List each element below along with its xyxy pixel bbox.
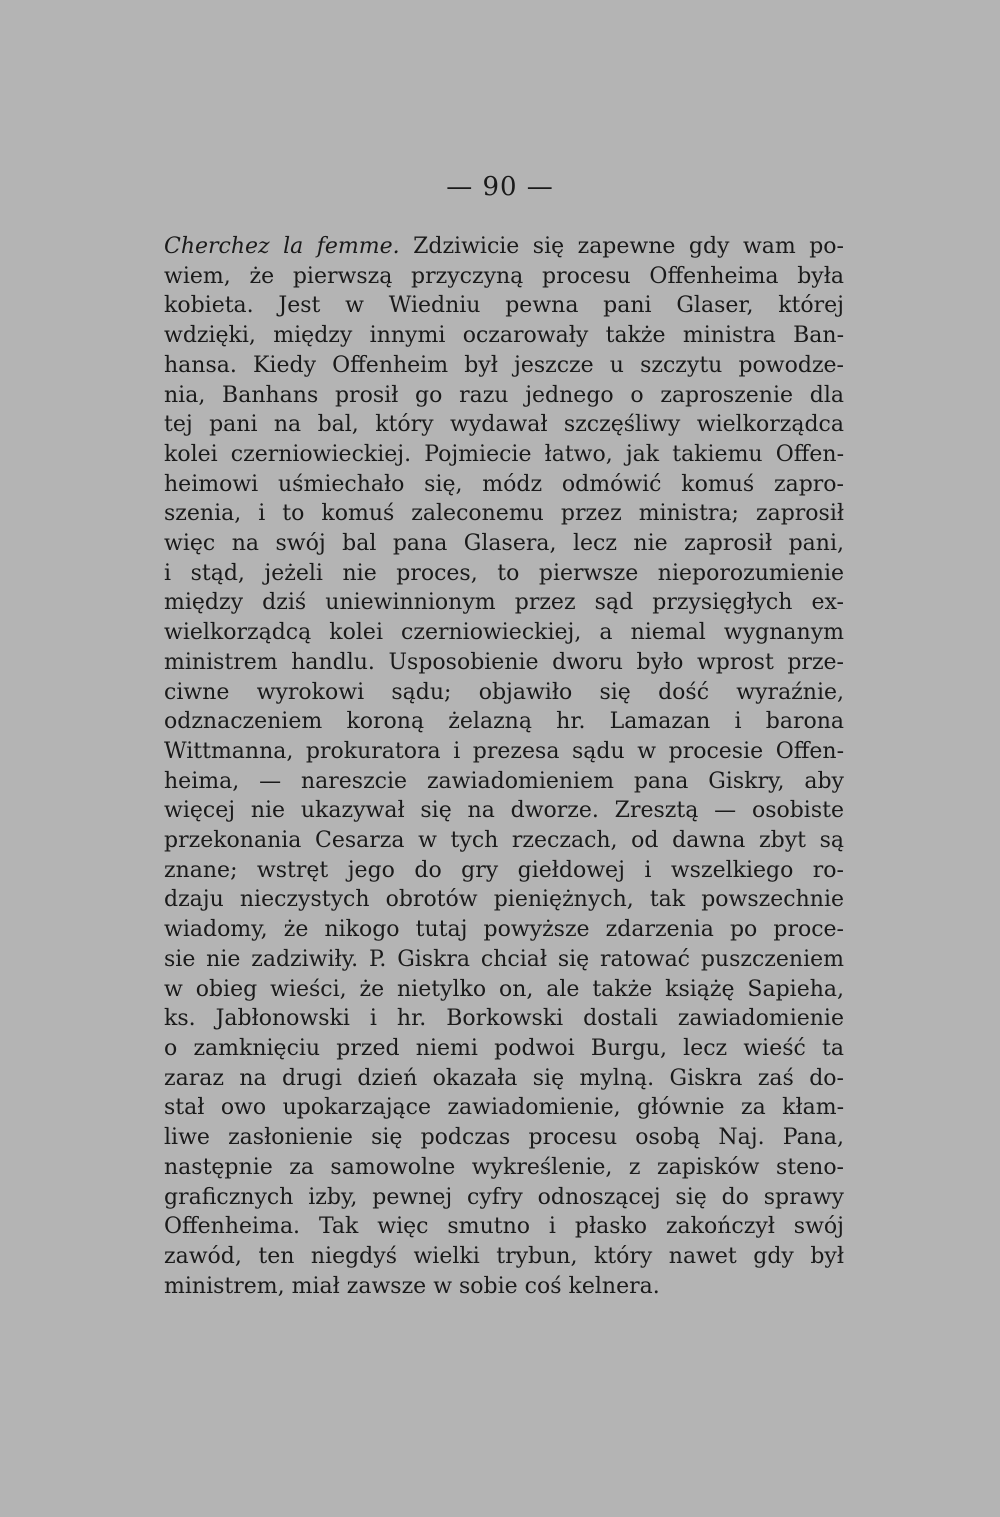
line-text: ministrem handlu. Usposobienie dworu było wprost prze-: [164, 649, 844, 675]
line-text: wiadomy, że nikogo tutaj powyższe zdarzenia po proce-: [164, 917, 844, 943]
line-text: wdzięki, między innymi oczarowały także ministra Ban-: [164, 323, 844, 349]
text-line: [164, 588, 844, 618]
body-text: [164, 232, 844, 1301]
text-line: [164, 381, 844, 411]
line-text: i stąd, jeżeli nie proces, to pierwsze nieporozumienie: [164, 560, 844, 586]
text-line: [164, 678, 844, 708]
text-line: [164, 856, 844, 886]
text-line: [164, 826, 844, 856]
line-text: szenia, i to komuś zaleconemu przez ministra; zaprosił: [164, 501, 844, 527]
text-line: [164, 885, 844, 915]
text-line: [164, 410, 844, 440]
text-line: [164, 1242, 844, 1272]
page-number: — 90 —: [446, 172, 554, 202]
line-text: więcej nie ukazywał się na dworze. Zresztą — osobiste: [164, 798, 844, 824]
text-line: [164, 262, 844, 292]
text-line: [164, 1034, 844, 1064]
line-text: Wittmanna, prokuratora i prezesa sądu w procesie Offen-: [164, 738, 844, 764]
line-text: przekonania Cesarza w tych rzeczach, od dawna zbyt są: [164, 828, 844, 854]
line-text: kolei czerniowieckiej. Pojmiecie łatwo, jak takiemu Offen-: [164, 441, 844, 467]
text-line: [164, 559, 844, 589]
text-line: [164, 1183, 844, 1213]
text-line: [164, 529, 844, 559]
text-line: [164, 470, 844, 500]
text-line: [164, 1153, 844, 1183]
line-text: dzaju nieczystych obrotów pieniężnych, tak powszechnie: [164, 887, 844, 913]
line-text: następnie za samowolne wykreślenie, z zapisków steno-: [164, 1154, 844, 1180]
text-line: [164, 1212, 844, 1242]
line-text: wiem, że pierwszą przyczyną procesu Offenheima była: [164, 263, 844, 289]
text-line: [164, 737, 844, 767]
text-line: [164, 767, 844, 797]
text-line: [164, 1064, 844, 1094]
text-line: [164, 945, 844, 975]
line-text: o zamknięciu przed niemi podwoi Burgu, lecz wieść ta: [164, 1035, 844, 1061]
line-text: więc na swój bal pana Glasera, lecz nie zaprosił pani,: [164, 531, 844, 557]
line-text: tej pani na bal, który wydawał szczęśliwy wielkorządca: [164, 412, 844, 438]
line-text: ciwne wyrokowi sądu; objawiło się dość wyraźnie,: [164, 679, 844, 705]
line-text: zaraz na drugi dzień okazała się mylną. Giskra zaś do-: [164, 1065, 844, 1091]
line-text: sie nie zadziwiły. P. Giskra chciał się ratować puszczeniem: [164, 946, 844, 972]
text-line: [164, 796, 844, 826]
line-text: odznaczeniem koroną żelazną hr. Lamazan i barona: [164, 709, 844, 735]
line-text: między dziś uniewinnionym przez sąd przysięgłych ex-: [164, 590, 844, 616]
text-line: [164, 440, 844, 470]
line-text: znane; wstręt jego do gry giełdowej i wszelkiego ro-: [164, 857, 844, 883]
text-line: [164, 321, 844, 351]
text-line: [164, 1123, 844, 1153]
text-line: [164, 1093, 844, 1123]
text-line: [164, 351, 844, 381]
text-line: [164, 1272, 844, 1302]
line-text: heima, — nareszcie zawiadomieniem pana Giskry, aby: [164, 768, 844, 794]
text-line: [164, 975, 844, 1005]
text-line: [164, 915, 844, 945]
line-text: ministrem, miał zawsze w sobie coś kelnera.: [164, 1273, 660, 1299]
line-text: stał owo upokarzające zawiadomienie, głównie za kłam-: [164, 1095, 844, 1121]
line-text: Zdziwicie się zapewne gdy wam po-: [399, 234, 844, 259]
line-text: heimowi uśmiechało się, módz odmówić komuś zapro-: [164, 471, 844, 497]
text-line: [164, 291, 844, 321]
text-line: [164, 618, 844, 648]
italic-phrase: Cherchez la femme.: [164, 234, 400, 259]
line-text: Offenheima. Tak więc smutno i płasko zakończył swój: [164, 1214, 844, 1240]
text-line: [164, 1004, 844, 1034]
line-text: kobieta. Jest w Wiedniu pewna pani Glaser, której: [164, 293, 844, 319]
line-text: ks. Jabłonowski i hr. Borkowski dostali zawiadomienie: [164, 1006, 844, 1032]
text-line: [164, 648, 844, 678]
text-line: [164, 232, 844, 262]
line-text: hansa. Kiedy Offenheim był jeszcze u szczytu powodze-: [164, 352, 844, 378]
line-text: zawód, ten niegdyś wielki trybun, który nawet gdy był: [164, 1243, 844, 1269]
text-line: [164, 707, 844, 737]
text-line: [164, 499, 844, 529]
line-text: liwe zasłonienie się podczas procesu osobą Naj. Pana,: [164, 1125, 844, 1151]
line-text: graficznych izby, pewnej cyfry odnoszącej się do sprawy: [164, 1184, 844, 1210]
line-text: w obieg wieści, że nietylko on, ale także książę Sapieha,: [164, 976, 844, 1002]
line-text: nia, Banhans prosił go razu jednego o zaproszenie dla: [164, 382, 844, 408]
line-text: wielkorządcą kolei czerniowieckiej, a niemal wygnanym: [164, 620, 844, 646]
